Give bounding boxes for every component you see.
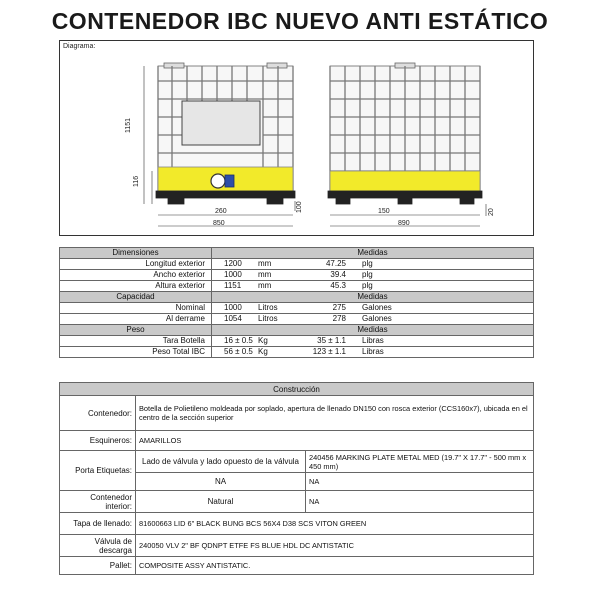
peso-row-u2: Libras (362, 347, 384, 356)
peso-row-v2: 123 ± 1.1 (312, 347, 346, 356)
contenedor-label: Contenedor: (60, 396, 136, 431)
valvula-value: 240050 VLV 2" BF QDNPT ETFE FS BLUE HDL DC ANTISTATIC (136, 535, 534, 557)
pallet-value: COMPOSITE ASSY ANTISTATIC. (136, 557, 534, 575)
interior-label: Contenedor interior: (60, 491, 136, 513)
dim-row-v2: 45.3 (330, 281, 346, 290)
peso-row-label: Peso Total IBC (60, 347, 212, 358)
dim-row-v1: 1000 (224, 270, 242, 279)
tapa-label: Tapa de llenado: (60, 513, 136, 535)
peso-header: Peso (60, 325, 212, 336)
dim-row-label: Ancho exterior (60, 270, 212, 281)
dim-row-v1: 1200 (224, 259, 242, 268)
peso-row-label: Tara Botella (60, 336, 212, 347)
dim-20: 20 (488, 208, 495, 216)
contenedor-value: Botella de Polietileno moldeada por soplado, apertura de llenado DN150 con rosca exterior (CCS160x7), ubicada en el centro de la sección superior (136, 396, 534, 431)
dim-row-u1: mm (258, 259, 272, 268)
cap-row-values (212, 314, 534, 325)
diagram-label: Diagrama: (63, 43, 96, 50)
dim-row-values (212, 259, 534, 270)
cap-header-measures: Medidas (212, 292, 534, 303)
peso-row-v1: 56 ± 0.5 (224, 347, 253, 356)
peso-row (60, 336, 534, 347)
porta-label: Porta Etiquetas: (60, 451, 136, 491)
dim-row-u1: mm (258, 281, 272, 290)
dim-row (60, 259, 534, 270)
ibc-side-view (328, 63, 482, 204)
specs-table (59, 247, 534, 358)
dim-row-v1: 1151 (224, 281, 242, 290)
cap-row (60, 314, 534, 325)
construccion-header: Construcción (60, 383, 534, 396)
peso-row (60, 347, 534, 358)
dim-header: Dimensiones (60, 248, 212, 259)
interior-value: NA (306, 491, 534, 513)
cap-row-u2: Galones (362, 303, 392, 312)
peso-row-u1: Kg (258, 336, 268, 345)
cap-row-label: Al derrame (60, 314, 212, 325)
peso-row-values (212, 347, 534, 358)
page-title: CONTENEDOR IBC NUEVO ANTI ESTÁTICO (51, 8, 549, 34)
dim-row (60, 270, 534, 281)
cap-header: Capacidad (60, 292, 212, 303)
porta-sub1-value: 240456 MARKING PLATE METAL MED (19.7" X 17.7" - 500 mm x 450 mm) (306, 451, 534, 473)
dim-row-u2: plg (362, 281, 373, 290)
dim-row-u2: plg (362, 270, 373, 279)
valvula-label: Válvula de descarga (60, 535, 136, 557)
peso-row-u1: Kg (258, 347, 268, 356)
dim-890: 890 (398, 220, 410, 227)
peso-row-v1: 16 ± 0.5 (224, 336, 253, 345)
dim-150: 150 (378, 208, 390, 215)
dim-row-values (212, 281, 534, 292)
esquineros-label: Esquineros: (60, 431, 136, 451)
cap-row-v1: 1054 (224, 314, 242, 323)
dim-260: 260 (215, 208, 227, 215)
construccion-table (59, 382, 534, 575)
porta-sub2-label: NA (136, 473, 306, 491)
peso-row-values (212, 336, 534, 347)
dim-row-u1: mm (258, 270, 272, 279)
diagram-panel (59, 40, 534, 236)
dim-850: 850 (213, 220, 225, 227)
peso-row-u2: Libras (362, 336, 384, 345)
dim-row-v2: 39.4 (330, 270, 346, 279)
cap-row-v1: 1000 (224, 303, 242, 312)
porta-sub1-label: Lado de válvula y lado opuesto de la válvula (136, 451, 306, 473)
cap-row-u2: Galones (362, 314, 392, 323)
esquineros-value: AMARILLOS (136, 431, 534, 451)
dim-row-label: Longitud exterior (60, 259, 212, 270)
cap-row-u1: Litros (258, 303, 278, 312)
dim-1151: 1151 (125, 117, 132, 133)
cap-row-values (212, 303, 534, 314)
dim-100: 100 (296, 201, 303, 213)
dim-row-u2: plg (362, 259, 373, 268)
interior-mid: Natural (136, 491, 306, 513)
peso-row-v2: 35 ± 1.1 (317, 336, 346, 345)
tapa-value: 81600663 LID 6" BLACK BUNG BCS 56X4 D38 SCS VITON GREEN (136, 513, 534, 535)
porta-sub2-value: NA (306, 473, 534, 491)
dim-116: 116 (133, 175, 140, 187)
cap-row-v2: 278 (332, 314, 346, 323)
dim-row-label: Altura exterior (60, 281, 212, 292)
peso-header-measures: Medidas (212, 325, 534, 336)
cap-row (60, 303, 534, 314)
cap-row-label: Nominal (60, 303, 212, 314)
ibc-front-view (156, 63, 295, 204)
dim-header-measures: Medidas (212, 248, 534, 259)
ibc-diagram (60, 41, 535, 237)
dim-row-values (212, 270, 534, 281)
pallet-label: Pallet: (60, 557, 136, 575)
dim-row-v2: 47.25 (325, 259, 346, 268)
cap-row-u1: Litros (258, 314, 278, 323)
cap-row-v2: 275 (332, 303, 346, 312)
dim-row (60, 281, 534, 292)
